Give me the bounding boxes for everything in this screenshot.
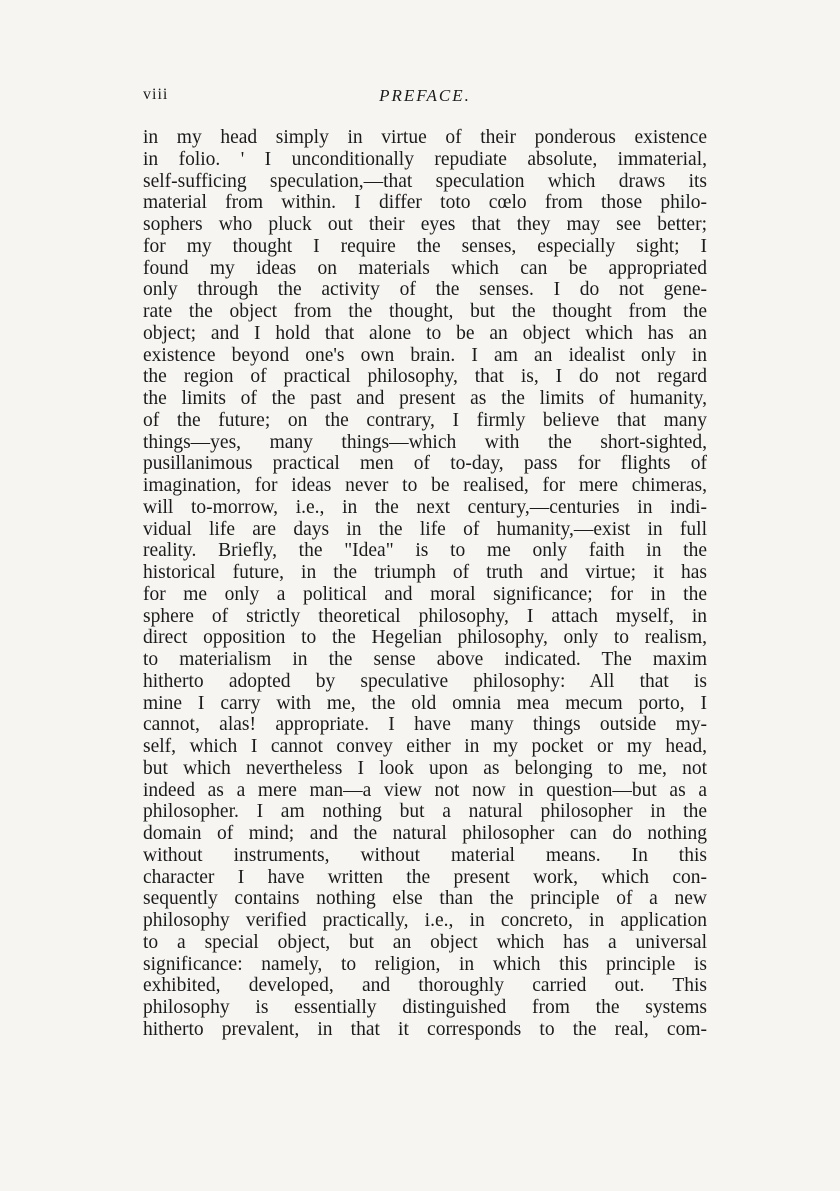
text-line: the region of practical philosophy, that is, I do not regard [143,366,707,388]
text-line: sphere of strictly theoretical philosophy, I attach myself, in [143,605,707,627]
text-line: but which nevertheless I look upon as belonging to me, not [143,757,707,779]
text-line: existence beyond one's own brain. I am an idealist only in [143,344,707,366]
text-line: pusillanimous practical men of to-day, pass for flights of [143,453,707,475]
running-title: PREFACE. [379,86,471,105]
text-line: will to-morrow, i.e., in the next century,—centuries in indi- [143,496,707,518]
page-header [143,86,707,110]
body-text [143,127,707,1041]
text-line: reality. Briefly, the "Idea" is to me only faith in the [143,540,707,562]
page-number: viii [143,86,169,103]
text-line: direct opposition to the Hegelian philosophy, only to realism, [143,627,707,649]
text-line: historical future, in the triumph of truth and virtue; it has [143,562,707,583]
text-line: philosophy is essentially distinguished from the systems [143,997,707,1018]
text-line: imagination, for ideas never to be realised, for mere chimeras, [143,475,707,496]
text-line: to a special object, but an object which has a universal [143,931,707,953]
text-line: philosophy verified practically, i.e., in concreto, in application [143,910,707,931]
text-line: cannot, alas! appropriate. I have many things outside my- [143,714,707,736]
text-line: sophers who pluck out their eyes that they may see better; [143,214,707,235]
text-line: found my ideas on materials which can be appropriated [143,257,707,279]
text-line: domain of mind; and the natural philosopher can do nothing [143,823,707,844]
text-line: sequently contains nothing else than the principle of a new [143,888,707,910]
text-line: indeed as a mere man—a view not now in question—but as a [143,779,707,801]
text-line: mine I carry with me, the old omnia mea mecum porto, I [143,692,707,714]
text-line: to materialism in the sense above indicated. The maxim [143,649,707,670]
text-line: significance: namely, to religion, in which this principle is [143,953,707,975]
text-line: self-sufficing speculation,—that speculation which draws its [143,170,707,192]
text-line: exhibited, developed, and thoroughly carried out. This [143,975,707,997]
text-line: only through the activity of the senses. I do not gene- [143,279,707,301]
text-line: character I have written the present work, which con- [143,866,707,888]
text-line: object; and I hold that alone to be an object which has an [143,322,707,344]
text-line: vidual life are days in the life of humanity,—exist in full [143,518,707,540]
text-line: material from within. I differ toto cœlo from those philo- [143,192,707,214]
text-line: for me only a political and moral significance; for in the [143,583,707,605]
text-line: hitherto prevalent, in that it corresponds to the real, com- [143,1018,707,1040]
text-line: the limits of the past and present as the limits of humanity, [143,388,707,409]
text-line: for my thought I require the senses, especially sight; I [143,235,707,257]
text-line: in folio. ' I unconditionally repudiate absolute, immaterial, [143,148,707,170]
text-line: hitherto adopted by speculative philosophy: All that is [143,670,707,692]
text-line: self, which I cannot convey either in my pocket or my head, [143,736,707,757]
text-line: things—yes, many things—which with the short-sighted, [143,431,707,453]
text-line: rate the object from the thought, but the thought from the [143,301,707,322]
text-line: without instruments, without material means. In this [143,844,707,866]
text-line: in my head simply in virtue of their ponderous existence [143,127,707,148]
text-line: philosopher. I am nothing but a natural philosopher in the [143,801,707,823]
text-line: of the future; on the contrary, I firmly believe that many [143,409,707,431]
